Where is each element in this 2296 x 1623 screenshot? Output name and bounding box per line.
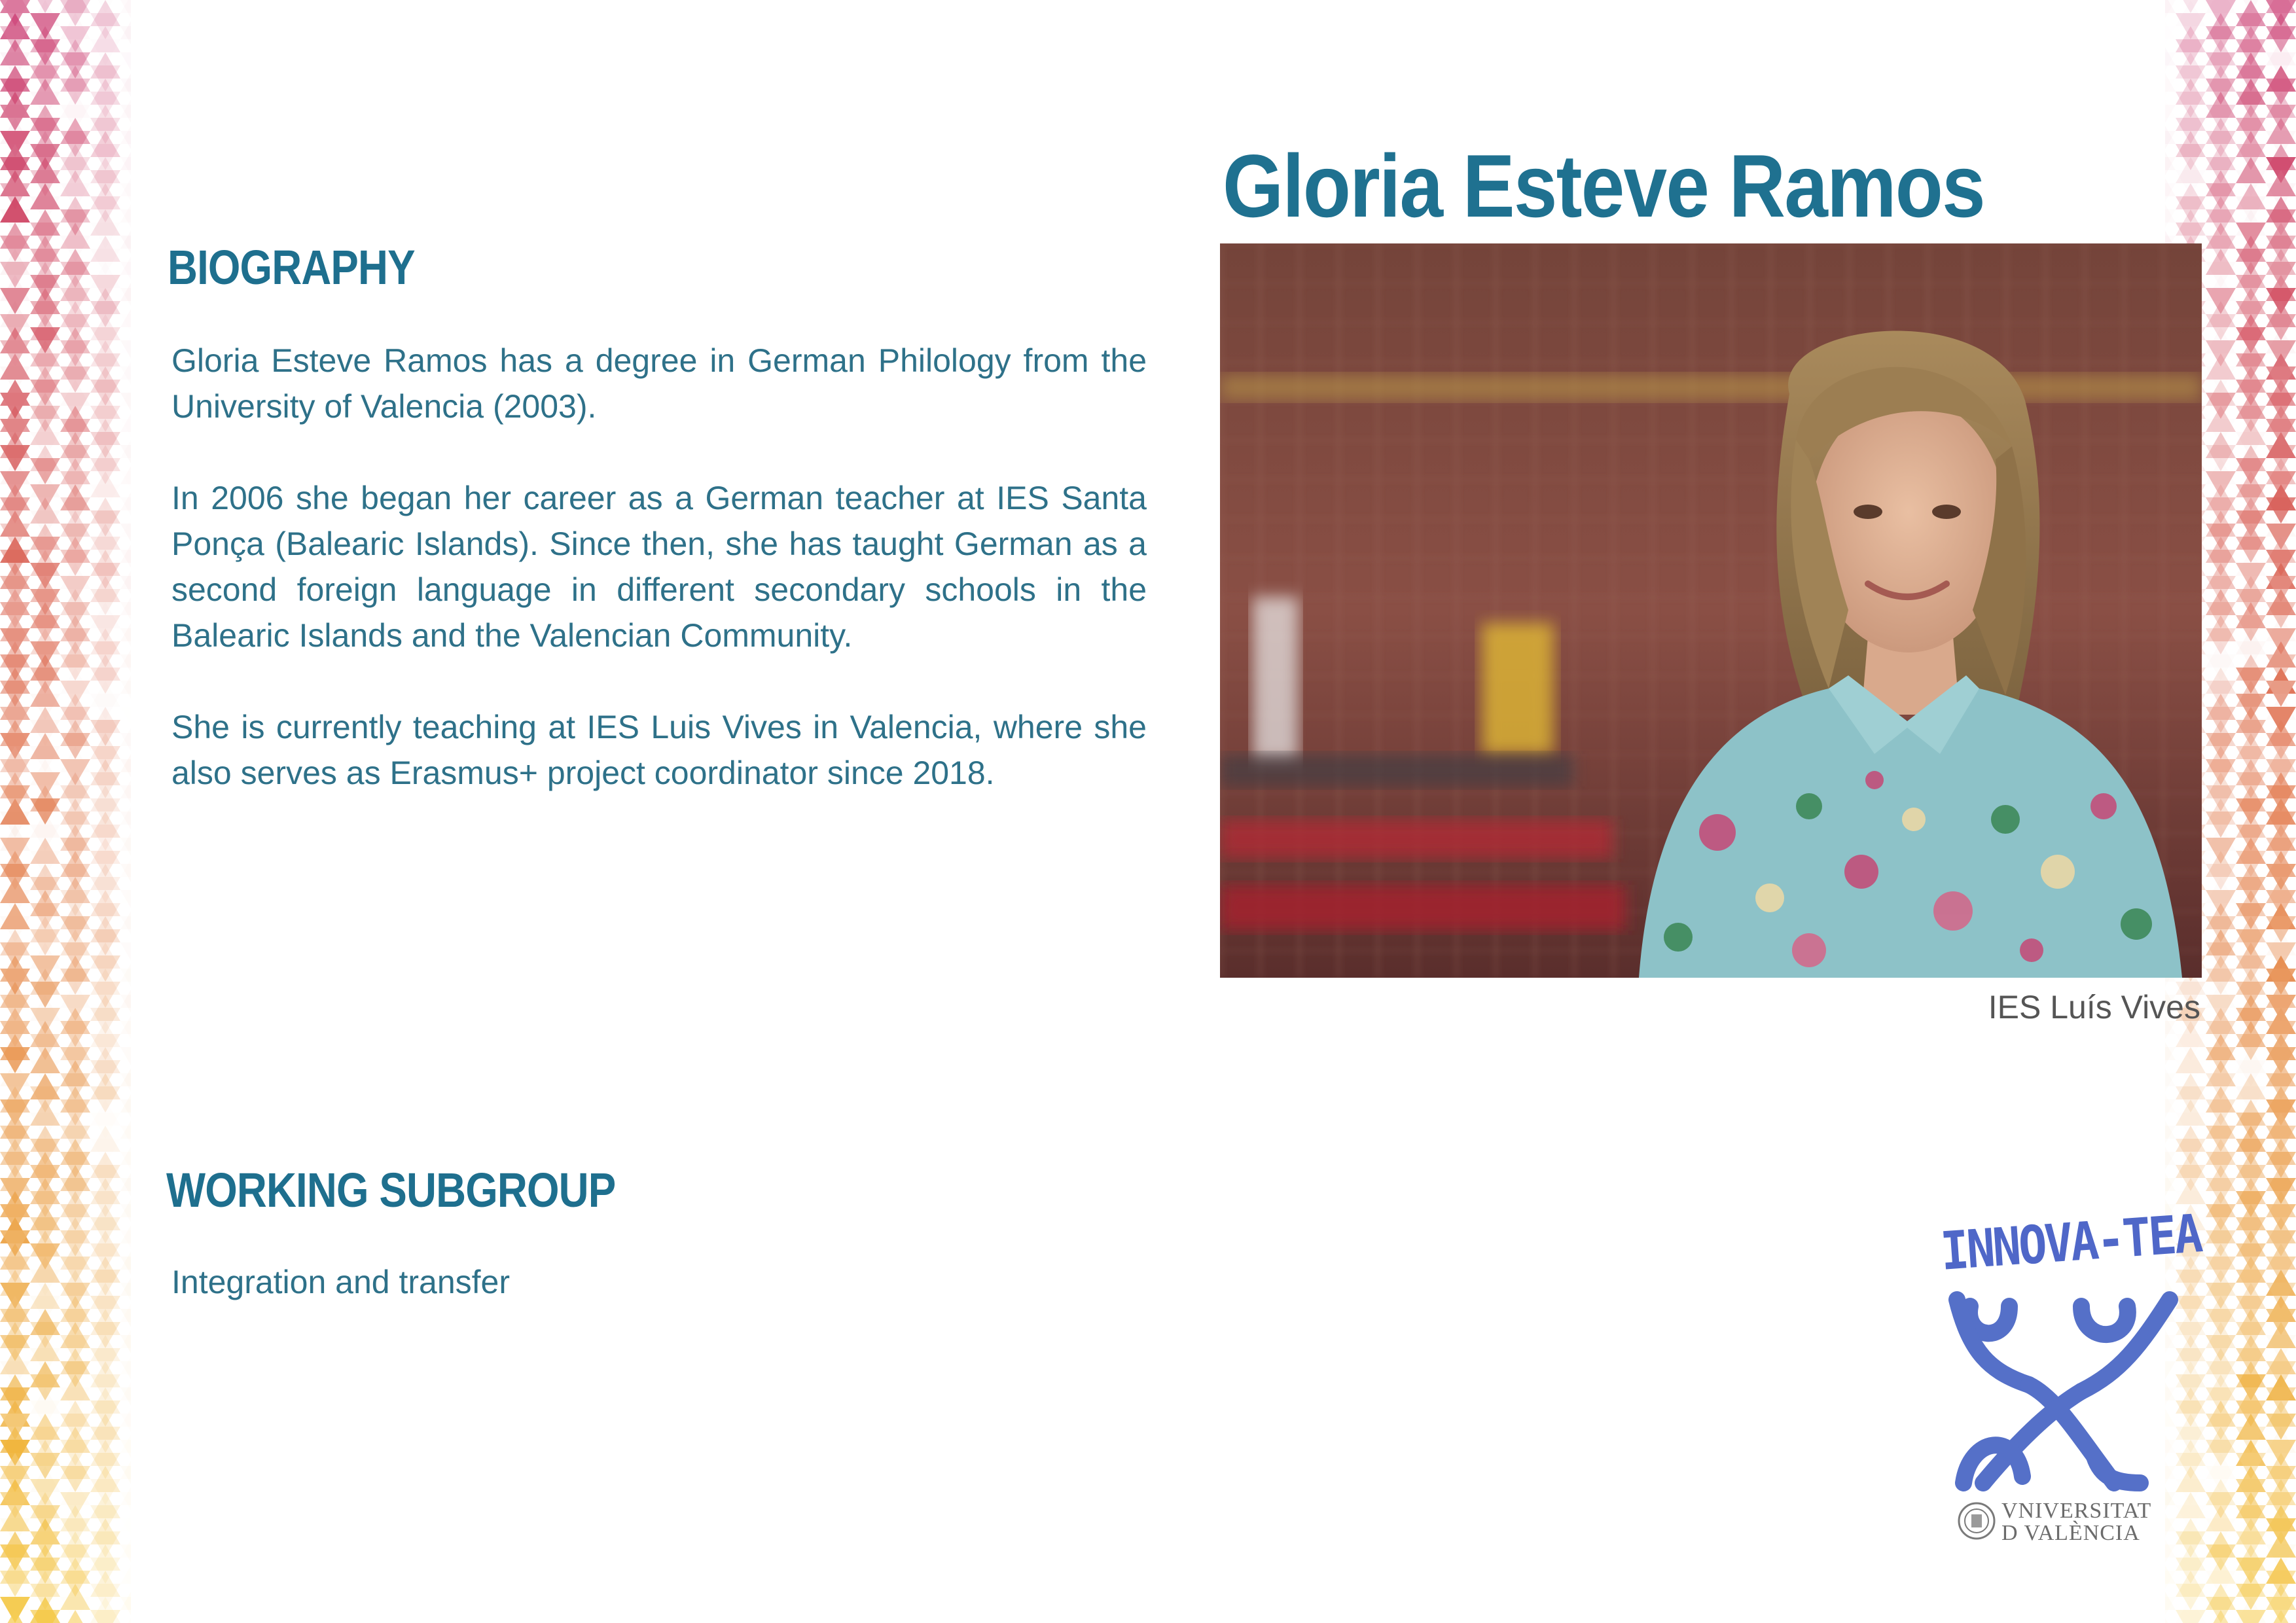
portrait-photo [1220, 243, 2202, 978]
logo-title: INNOVA-TEA [1939, 1203, 2202, 1282]
working-subgroup-heading: WORKING SUBGROUP [166, 1163, 616, 1217]
mosaic-triangle [2206, 1610, 2236, 1623]
biography-paragraph: She is currently teaching at IES Luis Vives in Valencia, where she also serves as Erasmus+ project coordinator since 2018. [171, 709, 1147, 791]
university-seal-icon [1957, 1501, 1996, 1541]
working-subgroup-text: Integration and transfer [171, 1264, 510, 1300]
mosaic-triangle [0, 1610, 30, 1623]
triangle-mosaic-left-icon [0, 0, 131, 1623]
biography-text [171, 338, 1147, 796]
mosaic-triangle [60, 1610, 90, 1623]
person-name: Gloria Esteve Ramos [1223, 136, 1984, 236]
university-name [2001, 1500, 2151, 1544]
university-line-2: D VALÈNCIA [2001, 1521, 2140, 1545]
biography-heading: BIOGRAPHY [168, 240, 415, 294]
photo-caption: IES Luís Vives [1988, 989, 2200, 1026]
left-decorative-band [0, 0, 131, 1623]
two-children-figure-icon [1944, 1287, 2193, 1496]
innova-tea-logo [1924, 1203, 2212, 1555]
biography-paragraph: In 2006 she began her career as a German teacher at IES Santa Ponça (Balearic Islands). Since then, she has taught German as a second foreign language in different secondary schools in the Balearic Islands and the Valencian Community. [171, 480, 1147, 654]
mosaic-triangle [2266, 1610, 2296, 1623]
portrait-photo-icon [1220, 243, 2202, 978]
biography-paragraph: Gloria Esteve Ramos has a degree in German Philology from the University of Valencia (2003). [171, 342, 1147, 425]
university-line-1: VNIVERSITAT [2001, 1499, 2152, 1523]
